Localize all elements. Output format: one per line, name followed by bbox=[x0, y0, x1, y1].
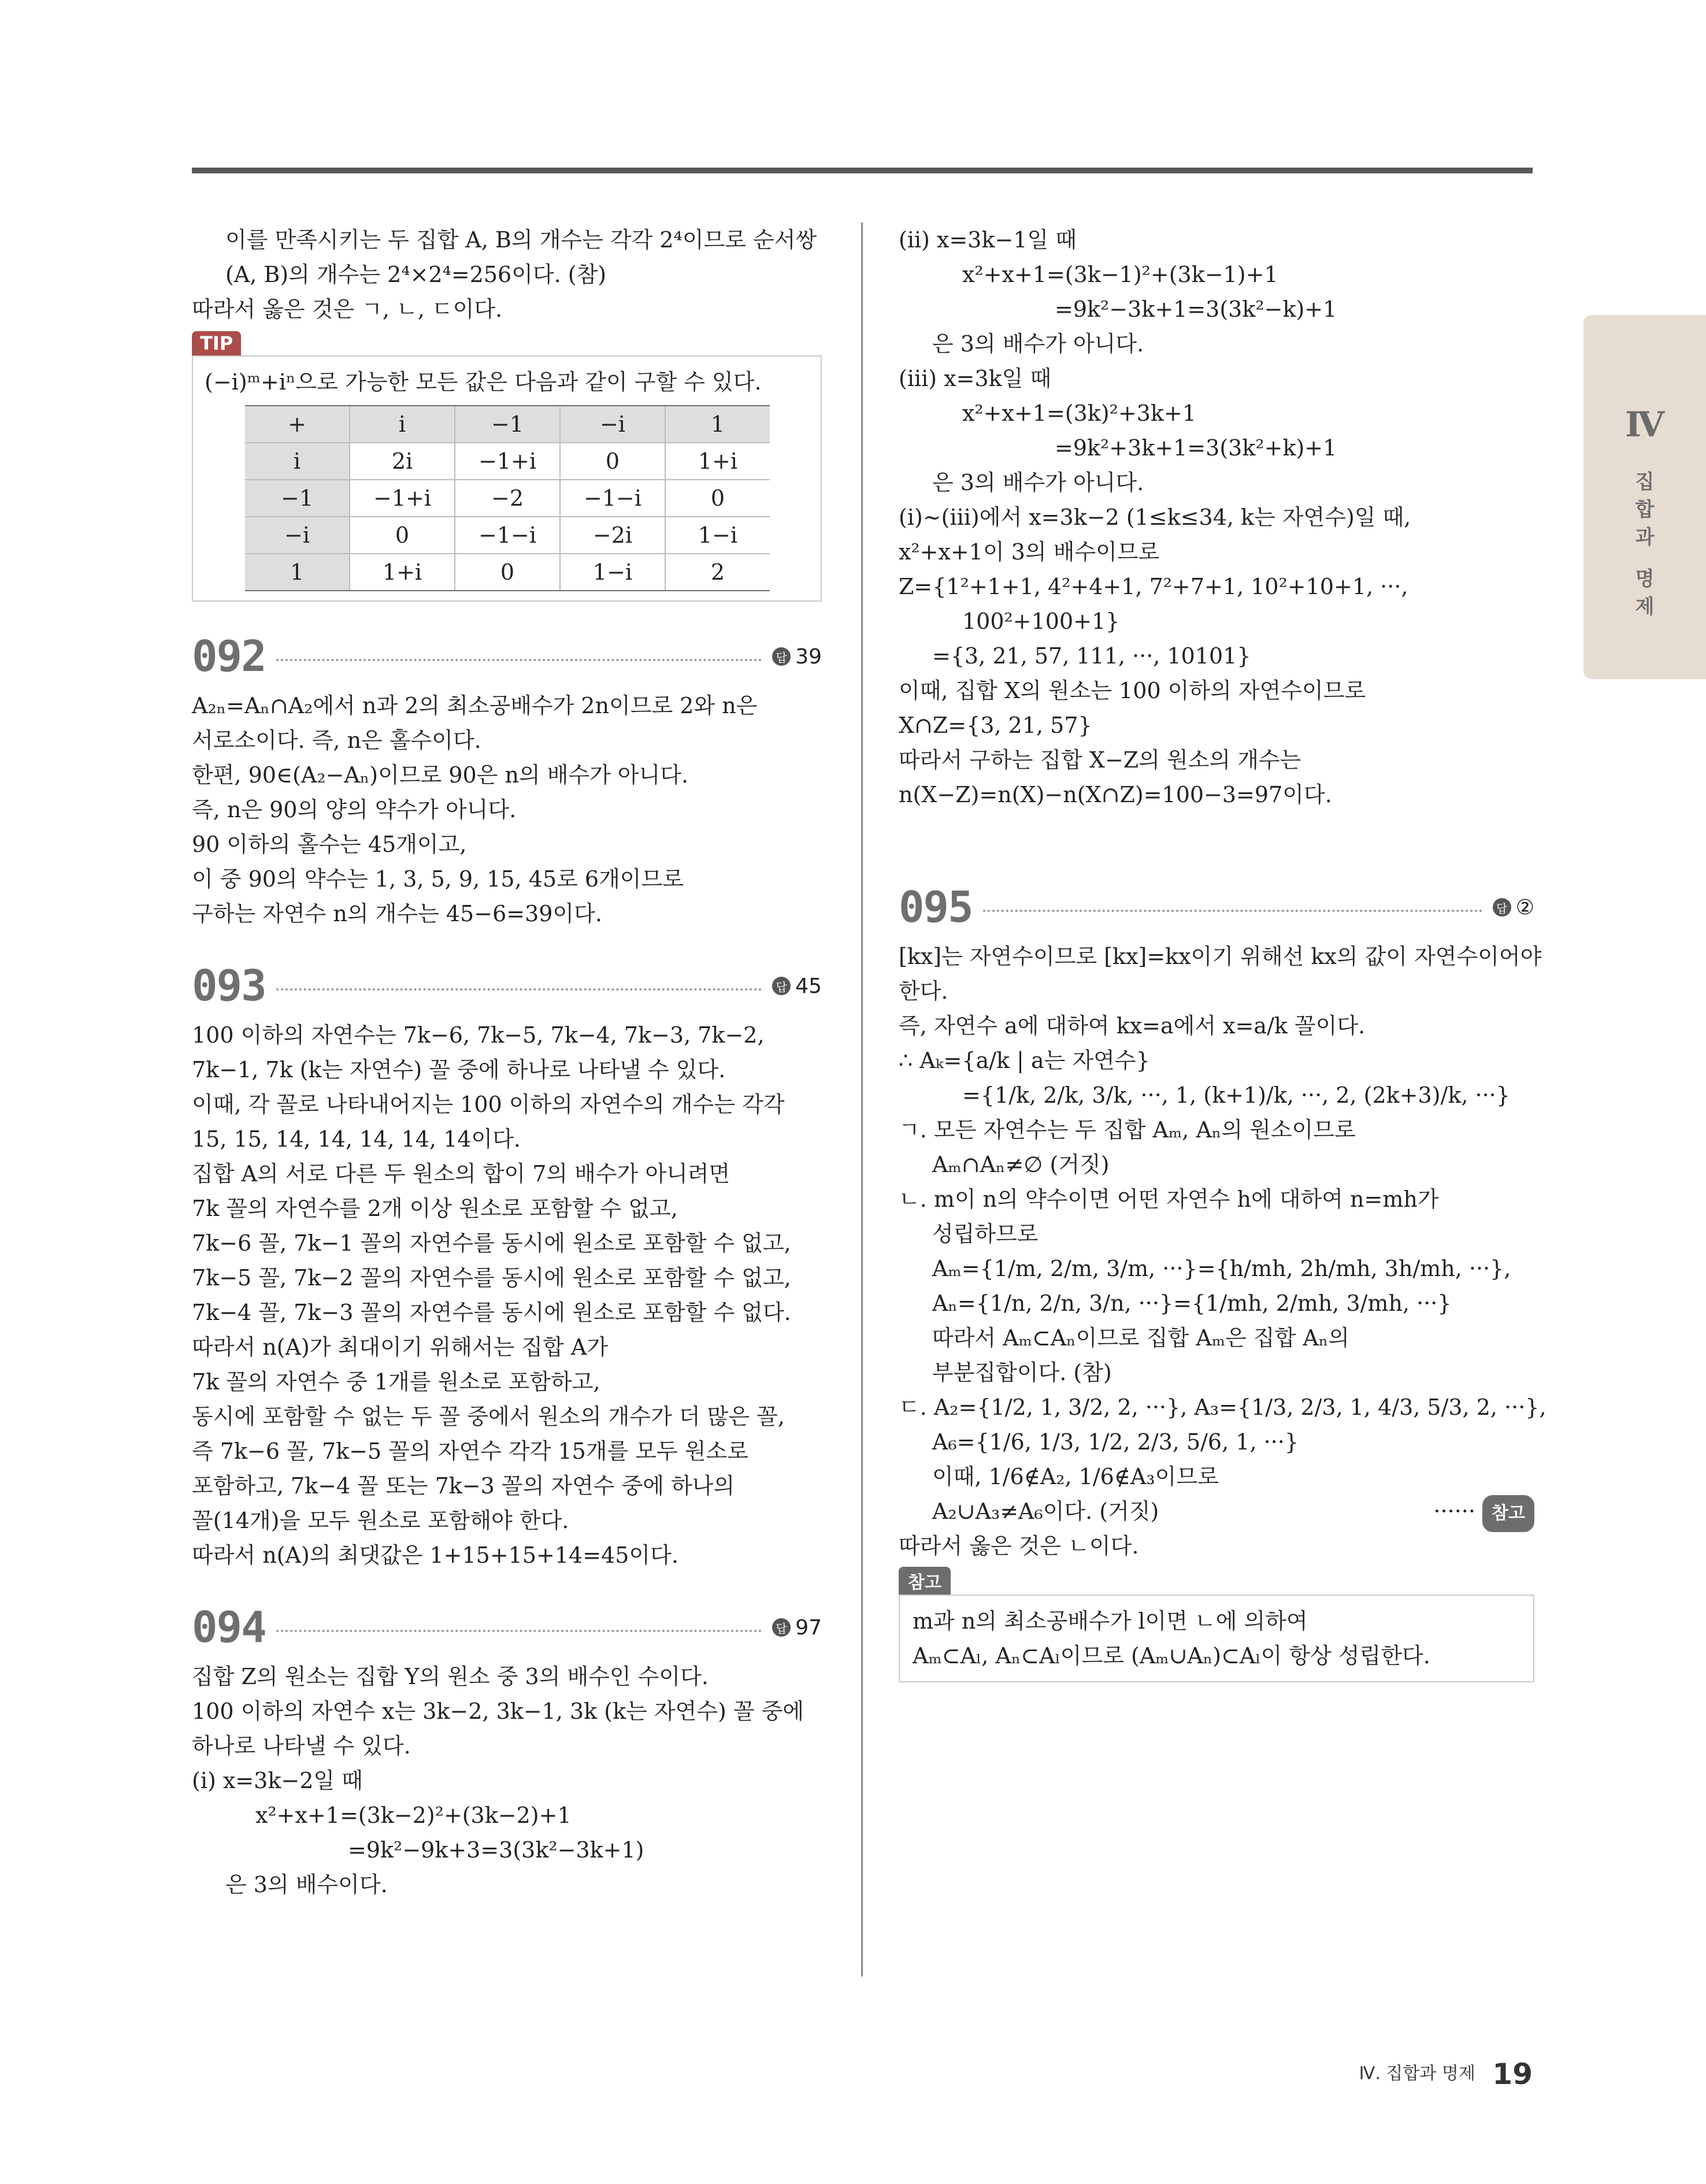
solution-line: 한다. bbox=[899, 978, 948, 1004]
tip-table-header-cell: i bbox=[350, 406, 455, 443]
solution-line: 15, 15, 14, 14, 14, 14, 14이다. bbox=[192, 1126, 521, 1152]
tip-table-cell: 0 bbox=[350, 517, 455, 554]
tip-table-header-cell: −i bbox=[245, 517, 350, 554]
answer-icon: 답 bbox=[772, 647, 791, 666]
solution-095 bbox=[899, 939, 1546, 1563]
side-char: 집 bbox=[1635, 470, 1655, 494]
solution-line: 이때, 1/6∉A₂, 1/6∉A₃이므로 bbox=[932, 1464, 1219, 1489]
intro-line: 이를 만족시키는 두 집합 A, B의 개수는 각각 2⁴이므로 순서쌍 bbox=[225, 227, 817, 253]
solution-line-with-ref bbox=[899, 1494, 1534, 1529]
footer-chapter: Ⅳ. 집합과 명제 bbox=[1359, 2063, 1475, 2084]
solution-line: ㄷ. A₂={1/2, 1, 3/2, 2, ···}, A₃={1/3, 2/3, 1, 4/3, 5/3, 2, ···}, bbox=[899, 1395, 1546, 1420]
solution-line: 7k−5 꼴, 7k−2 꼴의 자연수를 동시에 원소로 포함할 수 없고, bbox=[192, 1265, 791, 1291]
solution-line: 따라서 n(A)의 최댓값은 1+15+15+14=45이다. bbox=[192, 1542, 678, 1568]
side-char: 합 bbox=[1635, 498, 1655, 521]
ref-line: m과 n의 최소공배수가 l이면 ㄴ에 의하여 bbox=[913, 1608, 1308, 1634]
solution-line: (ⅰ)~(ⅲ)에서 x=3k−2 (1≤k≤34, k는 자연수)일 때, bbox=[899, 505, 1411, 530]
tip-table-header-cell: + bbox=[245, 406, 350, 443]
solution-line: x²+x+1=(3k)²+3k+1 bbox=[962, 401, 1196, 426]
answer-value: 39 bbox=[795, 644, 822, 669]
solution-line: 꼴(14개)을 모두 원소로 포함해야 한다. bbox=[192, 1508, 569, 1533]
solution-line: A₂ₙ=Aₙ∩A₂에서 n과 2의 최소공배수가 2n이므로 2와 n은 bbox=[192, 693, 758, 718]
solution-line: Z={1²+1+1, 4²+4+1, 7²+7+1, 10²+10+1, ···, bbox=[899, 574, 1408, 599]
solution-line: 100²+100+1} bbox=[962, 609, 1120, 634]
tip-table bbox=[245, 405, 770, 591]
problem-header-094 bbox=[192, 1596, 822, 1659]
answer-icon: 답 bbox=[772, 1618, 791, 1637]
solution-line: Aₘ∩Aₙ≠∅ (거짓) bbox=[932, 1152, 1110, 1177]
solution-line: Aₘ={1/m, 2/m, 3/m, ···}={h/mh, 2h/mh, 3h/mh, ···}, bbox=[932, 1256, 1511, 1281]
solution-line: X∩Z={3, 21, 57} bbox=[899, 713, 1092, 738]
solution-line: ={3, 21, 57, 111, ···, 10101} bbox=[932, 643, 1251, 669]
solution-line: (ⅲ) x=3k일 때 bbox=[899, 366, 1052, 391]
tip-table-cell: −1−i bbox=[455, 517, 560, 554]
answer-icon: 답 bbox=[1493, 898, 1511, 917]
intro-line: (A, B)의 개수는 2⁴×2⁴=256이다. (참) bbox=[225, 262, 607, 287]
problem-header-095 bbox=[899, 876, 1534, 939]
solution-line: ={1/k, 2/k, 3/k, ···, 1, (k+1)/k, ···, 2, (2k+3)/k, ···} bbox=[962, 1082, 1510, 1108]
tip-table-header-cell: −1 bbox=[245, 480, 350, 517]
solution-line: (ⅱ) x=3k−1일 때 bbox=[899, 227, 1077, 253]
solution-line: 이때, 각 꼴로 나타내어지는 100 이하의 자연수의 개수는 각각 bbox=[192, 1092, 785, 1117]
solution-line: x²+x+1=(3k−2)²+(3k−2)+1 bbox=[255, 1803, 572, 1828]
solution-line: 서로소이다. 즉, n은 홀수이다. bbox=[192, 728, 481, 753]
solution-line: 집합 Z의 원소는 집합 Y의 원소 중 3의 배수인 수이다. bbox=[192, 1664, 709, 1689]
tip-table-cell: −1−i bbox=[560, 480, 665, 517]
solution-line: [kx]는 자연수이므로 [kx]=kx이기 위해선 kx의 값이 자연수이어야 bbox=[899, 944, 1542, 969]
tip-badge: TIP bbox=[192, 331, 241, 355]
solution-line: 이 중 90의 약수는 1, 3, 5, 9, 15, 45로 6개이므로 bbox=[192, 866, 684, 892]
side-char: 과 bbox=[1635, 526, 1655, 549]
solution-line: 즉 7k−6 꼴, 7k−5 꼴의 자연수 각각 15개를 모두 원소로 bbox=[192, 1438, 748, 1464]
solution-line: A₆={1/6, 1/3, 1/2, 2/3, 5/6, 1, ···} bbox=[932, 1429, 1299, 1455]
solution-line: 이때, 집합 X의 원소는 100 이하의 자연수이므로 bbox=[899, 678, 1366, 703]
solution-line: n(X−Z)=n(X)−n(X∩Z)=100−3=97이다. bbox=[899, 782, 1332, 807]
solution-line: ∴ Aₖ={a/k | a는 자연수} bbox=[899, 1048, 1150, 1073]
tip-table-cell: −1+i bbox=[455, 443, 560, 480]
solution-line: 7k 꼴의 자연수를 2개 이상 원소로 포함할 수 없고, bbox=[192, 1196, 678, 1221]
solution-line: 은 3의 배수가 아니다. bbox=[932, 470, 1144, 495]
problem-number: 093 bbox=[192, 961, 266, 1011]
solution-094-continued bbox=[899, 223, 1534, 812]
solution-line: Aₙ={1/n, 2/n, 3/n, ···}={1/mh, 2/mh, 3/mh, ···} bbox=[932, 1291, 1452, 1316]
tip-table-cell: 1−i bbox=[665, 517, 770, 554]
side-char: 제 bbox=[1635, 595, 1655, 618]
tip-table-header-cell: −i bbox=[560, 406, 665, 443]
tip-table-header-cell: i bbox=[245, 443, 350, 480]
tip-box bbox=[192, 355, 822, 602]
solution-text: A₂∪A₃≠A₆이다. (거짓) bbox=[932, 1499, 1159, 1524]
intro-line: 따라서 옳은 것은 ㄱ, ㄴ, ㄷ이다. bbox=[192, 296, 503, 322]
side-char: 명 bbox=[1635, 568, 1655, 591]
chapter-title-vertical bbox=[1583, 468, 1706, 621]
tip-table-row bbox=[245, 406, 770, 443]
tip-table-cell: −1+i bbox=[350, 480, 455, 517]
problem-header-092 bbox=[192, 625, 822, 688]
solution-line: 즉, n은 90의 양의 약수가 아니다. bbox=[192, 797, 517, 822]
solution-line: =9k²−9k+3=3(3k²−3k+1) bbox=[348, 1837, 644, 1863]
tip-table-cell: 1−i bbox=[560, 554, 665, 591]
solution-line: ㄱ. 모든 자연수는 두 집합 Aₘ, Aₙ의 원소이므로 bbox=[899, 1117, 1356, 1143]
solution-line: 집합 A의 서로 다른 두 원소의 합이 7의 배수가 아니려면 bbox=[192, 1161, 730, 1186]
page-number: 19 bbox=[1492, 2057, 1533, 2091]
ref-line: Aₘ⊂Aₗ, Aₙ⊂Aₗ이므로 (Aₘ∪Aₙ)⊂Aₗ이 항상 성립한다. bbox=[913, 1643, 1430, 1668]
tip-table-cell: −2i bbox=[560, 517, 665, 554]
left-column bbox=[192, 223, 822, 1902]
chapter-roman-numeral: Ⅳ bbox=[1625, 405, 1665, 445]
ref-box bbox=[899, 1595, 1534, 1682]
solution-line: 즉, 자연수 a에 대하여 kx=a에서 x=a/k 꼴이다. bbox=[899, 1013, 1366, 1039]
ref-badge: 참고 bbox=[899, 1567, 951, 1595]
solution-line: 100 이하의 자연수 x는 3k−2, 3k−1, 3k (k는 자연수) 꼴 중에 bbox=[192, 1699, 804, 1724]
tip-table-header-cell: 1 bbox=[245, 554, 350, 591]
solution-line: 따라서 n(A)가 최대이기 위해서는 집합 A가 bbox=[192, 1334, 609, 1360]
leader-dots bbox=[276, 1630, 762, 1632]
solution-line: 한편, 90∈(A₂−Aₙ)이므로 90은 n의 배수가 아니다. bbox=[192, 762, 689, 788]
answer-value: ② bbox=[1515, 895, 1534, 919]
tip-table-cell: 0 bbox=[455, 554, 560, 591]
problem-number: 094 bbox=[192, 1603, 266, 1652]
solution-094 bbox=[192, 1659, 822, 1902]
solution-line: 따라서 구하는 집합 X−Z의 원소의 개수는 bbox=[899, 747, 1301, 773]
problem-number: 095 bbox=[899, 883, 973, 932]
solution-line: 포함하고, 7k−4 꼴 또는 7k−3 꼴의 자연수 중에 하나의 bbox=[192, 1473, 735, 1499]
solution-line: ㄴ. m이 n의 약수이면 어떤 자연수 h에 대하여 n=mh가 bbox=[899, 1186, 1439, 1212]
solution-line: 부분집합이다. (참) bbox=[932, 1360, 1112, 1385]
tip-table-cell: 0 bbox=[665, 480, 770, 517]
leader-dots bbox=[276, 988, 762, 991]
solution-line: x²+x+1=(3k−1)²+(3k−1)+1 bbox=[962, 262, 1278, 287]
tip-table-header-cell: −1 bbox=[455, 406, 560, 443]
reference-section bbox=[899, 1567, 1534, 1682]
solution-line: 7k−1, 7k (k는 자연수) 꼴 중에 하나로 나타낼 수 있다. bbox=[192, 1057, 726, 1082]
solution-line: 따라서 Aₘ⊂Aₙ이므로 집합 Aₘ은 집합 Aₙ의 bbox=[932, 1325, 1349, 1351]
answer-icon: 답 bbox=[772, 977, 791, 995]
solution-line: 따라서 옳은 것은 ㄴ이다. bbox=[899, 1533, 1139, 1559]
problem-header-093 bbox=[192, 954, 822, 1018]
solution-line: 은 3의 배수가 아니다. bbox=[932, 331, 1144, 357]
solution-line: =9k²−3k+1=3(3k²−k)+1 bbox=[1055, 296, 1337, 322]
tip-table-cell: 2i bbox=[350, 443, 455, 480]
solution-line: 100 이하의 자연수는 7k−6, 7k−5, 7k−4, 7k−3, 7k−2, bbox=[192, 1022, 765, 1048]
solution-line: 동시에 포함할 수 없는 두 꼴 중에서 원소의 개수가 더 많은 꼴, bbox=[192, 1404, 785, 1429]
solution-line: =9k²+3k+1=3(3k²+k)+1 bbox=[1055, 435, 1337, 461]
solution-093 bbox=[192, 1018, 822, 1573]
solution-line: (ⅰ) x=3k−2일 때 bbox=[192, 1768, 363, 1793]
ref-pointer bbox=[1433, 1494, 1534, 1529]
column-divider bbox=[861, 223, 863, 1977]
tip-table-cell: 1+i bbox=[350, 554, 455, 591]
solution-line: 은 3의 배수이다. bbox=[225, 1872, 388, 1897]
tip-table-row bbox=[245, 480, 770, 517]
solution-line: 7k−6 꼴, 7k−1 꼴의 자연수를 동시에 원소로 포함할 수 없고, bbox=[192, 1230, 791, 1256]
tip-table-cell: 0 bbox=[560, 443, 665, 480]
tip-section bbox=[192, 327, 822, 602]
answer-value: 45 bbox=[795, 974, 822, 998]
ref-dots: ······ bbox=[1433, 1499, 1475, 1524]
answer-value: 97 bbox=[795, 1615, 822, 1640]
solution-line: 하나로 나타낼 수 있다. bbox=[192, 1733, 411, 1759]
solution-line: 구하는 자연수 n의 개수는 45−6=39이다. bbox=[192, 901, 602, 926]
right-column bbox=[899, 223, 1546, 1682]
leader-dots bbox=[983, 910, 1482, 912]
tip-table-row bbox=[245, 517, 770, 554]
tip-table-cell: 1+i bbox=[665, 443, 770, 480]
solution-line: x²+x+1이 3의 배수이므로 bbox=[899, 539, 1160, 565]
tip-text: (−i)ᵐ+iⁿ으로 가능한 모든 값은 다음과 같이 구할 수 있다. bbox=[205, 369, 762, 395]
tip-table-cell: −2 bbox=[455, 480, 560, 517]
solution-092 bbox=[192, 688, 822, 931]
page-footer bbox=[1359, 2057, 1533, 2091]
solution-line: 90 이하의 홀수는 45개이고, bbox=[192, 832, 467, 857]
problem-number: 092 bbox=[192, 632, 266, 681]
top-rule bbox=[192, 168, 1533, 173]
tip-table-cell: 2 bbox=[665, 554, 770, 591]
tip-table-row bbox=[245, 443, 770, 480]
leader-dots bbox=[276, 659, 762, 661]
tip-table-header-cell: 1 bbox=[665, 406, 770, 443]
solution-line: 7k 꼴의 자연수 중 1개를 원소로 포함하고, bbox=[192, 1369, 600, 1395]
ref-badge-inline: 참고 bbox=[1482, 1495, 1534, 1532]
solution-line: 7k−4 꼴, 7k−3 꼴의 자연수를 동시에 원소로 포함할 수 없다. bbox=[192, 1300, 791, 1325]
solution-line: 성립하므로 bbox=[932, 1221, 1039, 1247]
tip-table-row bbox=[245, 554, 770, 591]
